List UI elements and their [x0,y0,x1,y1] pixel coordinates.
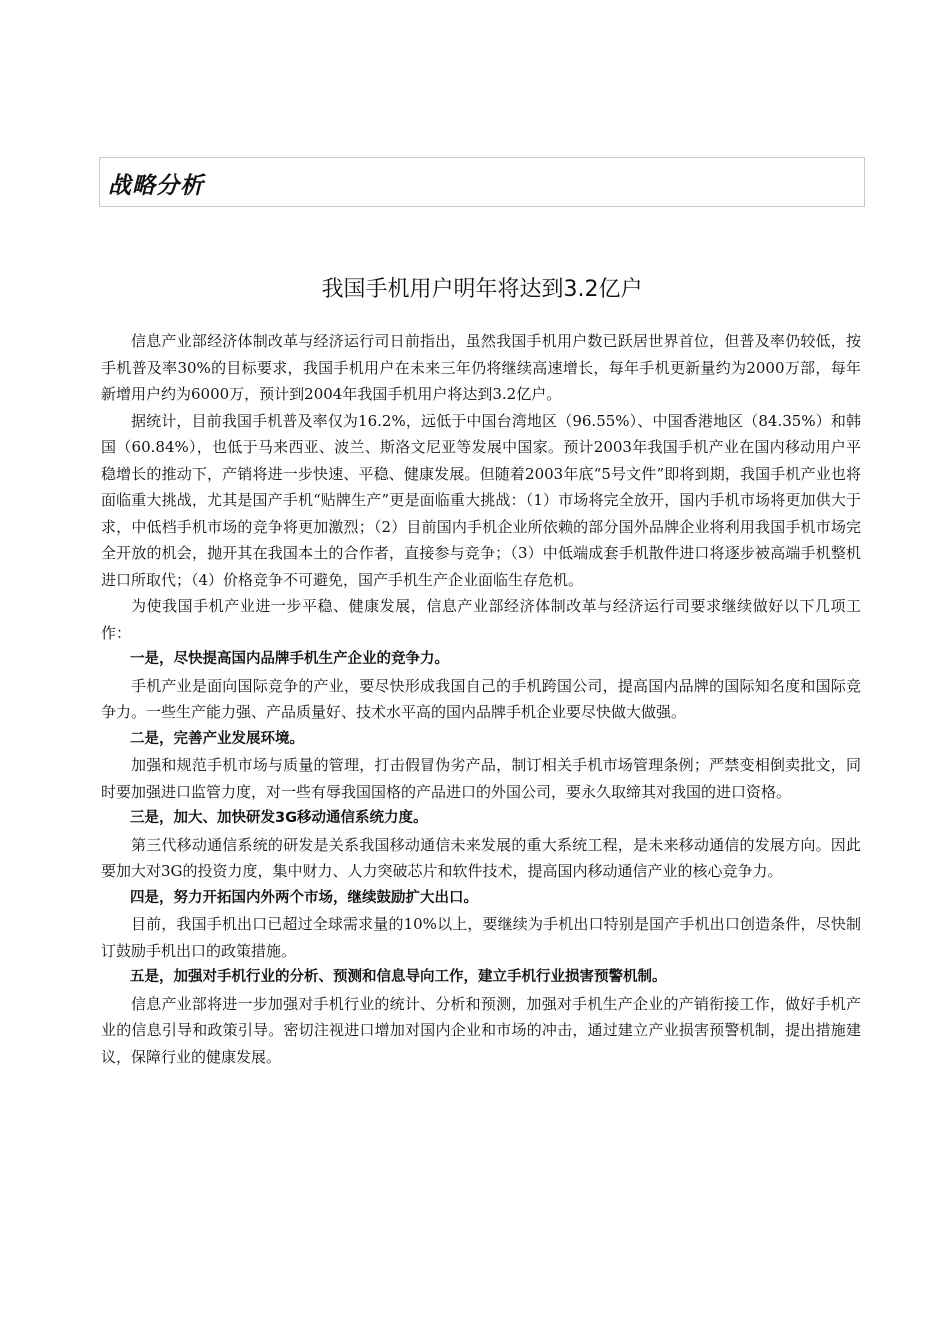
section-header-box [99,157,865,207]
point-heading-4: 四是，努力开拓国内外两个市场，继续鼓励扩大出口。 [130,889,478,906]
paragraph-intro: 信息产业部经济体制改革与经济运行司日前指出，虽然我国手机用户数已跃居世界首位，但普及率仍较低，按手机普及率30%的目标要求，我国手机用户在未来三年仍将继续高速增长，每年手机更新量约为2000万部，每年新增用户约为6000万，预计到2004年我国手机用户将达到3.2亿户。 [101,332,861,403]
point-heading-3: 三是，加大、加快研发3G移动通信系统力度。 [130,810,428,826]
point-body-1: 手机产业是面向国际竞争的产业，要尽快形成我国自己的手机跨国公司，提高国内品牌的国际知名度和国际竞争力。一些生产能力强、产品质量好、技术水平高的国内品牌手机企业要尽快做大做强。 [101,676,861,721]
section-title: 战略分析 [108,173,204,199]
point-body-2: 加强和规范手机市场与质量的管理，打击假冒伪劣产品，制订相关手机市场管理条例；严禁变相倒卖批文，同时要加强进口监管力度，对一些有辱我国国格的产品进口的外国公司，要永久取缔其对我国的进口资格。 [101,756,861,801]
article-headline: 我国手机用户明年将达到3.2亿户 [321,277,643,302]
paragraph-tasks-intro: 为使我国手机产业进一步平稳、健康发展，信息产业部经济体制改革与经济运行司要求继续做好以下几项工作： [101,597,861,642]
paragraph-statistics: 据统计，目前我国手机普及率仅为16.2%，远低于中国台湾地区（96.55%）、中国香港地区（84.35%）和韩国（60.84%），也低于马来西亚、波兰、斯洛文尼亚等发展中国家。预计2003年我国手机产业在国内移动用户平稳增长的推动下，产销将进一步快速、平稳、健康发展。但随着2003年底“5号文件”即将到期，我国手机产业也将面临重大挑战，尤其是国产手机“贴牌生产”更是面临重大挑战：（1）市场将完全放开，国内手机市场将更加供大于求，中低档手机市场的竞争将更加激烈；（2）目前国内手机企业所依赖的部分国外品牌企业将利用我国手机市场完全开放的机会，抛开其在我国本土的合作者，直接参与竞争；（3）中低端成套手机散件进口将逐步被高端手机整机进口所取代；（4）价格竞争不可避免，国产手机生产企业面临生存危机。 [101,411,861,589]
point-heading-1: 一是，尽快提高国内品牌手机生产企业的竞争力。 [130,651,449,667]
point-body-3: 第三代移动通信系统的研发是关系我国移动通信未来发展的重大系统工程，是未来移动通信的发展方向。因此要加大对3G的投资力度，集中财力、人力突破芯片和软件技术，提高国内移动通信产业的核心竞争力。 [101,835,861,880]
point-body-5: 信息产业部将进一步加强对手机行业的统计、分析和预测，加强对手机生产企业的产销衔接工作，做好手机产业的信息引导和政策引导。密切注视进口增加对国内企业和市场的冲击，通过建立产业损害预警机制，提出措施建议，保障行业的健康发展。 [101,994,861,1066]
article-body [101,328,861,1070]
point-body-4: 目前，我国手机出口已超过全球需求量的10%以上，要继续为手机出口特别是国产手机出口创造条件，尽快制订鼓励手机出口的政策措施。 [101,915,861,960]
point-heading-2: 二是，完善产业发展环境。 [130,730,304,747]
point-heading-5: 五是，加强对手机行业的分析、预测和信息导向工作，建立手机行业损害预警机制。 [130,969,667,985]
